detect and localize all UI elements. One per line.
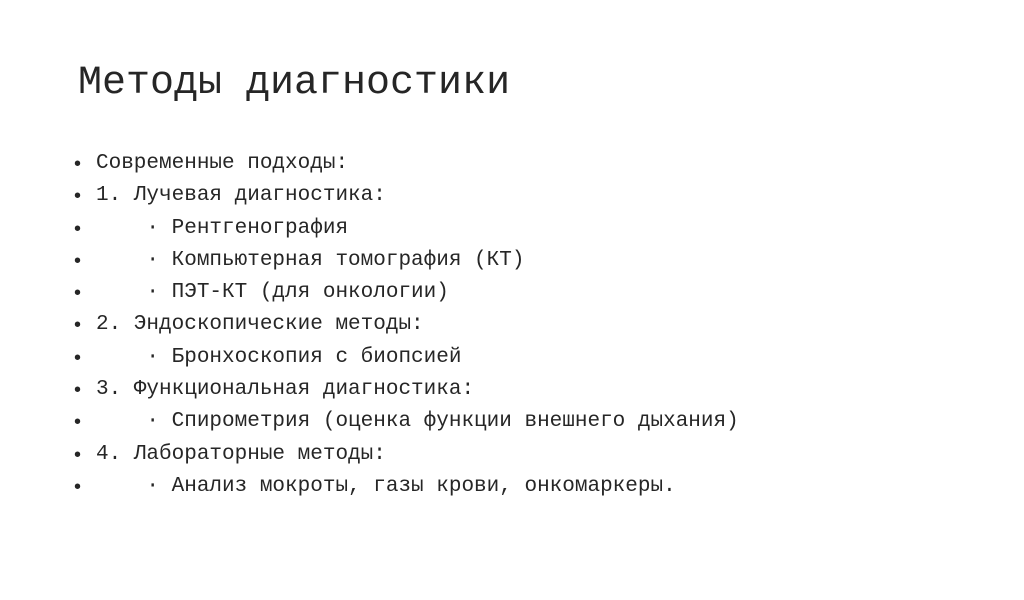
- bullet-dot-icon: •: [74, 249, 82, 272]
- list-item-text: 1. Лучевая диагностика:: [96, 184, 386, 208]
- bullet-dot-icon: •: [74, 282, 82, 305]
- list-item-text: · Бронхоскопия с биопсией: [96, 345, 462, 369]
- bullet-dot-icon: •: [74, 475, 82, 498]
- list-item: [74, 439, 386, 471]
- list-item: [74, 406, 739, 438]
- list-item: [74, 277, 449, 309]
- list-item-text: 3. Функциональная диагностика:: [96, 378, 475, 402]
- list-item: [74, 213, 349, 245]
- slide-title: Методы диагностики: [78, 61, 511, 106]
- list-item-text: 2. Эндоскопические методы:: [96, 313, 424, 337]
- bullet-dot-icon: •: [74, 443, 82, 466]
- bullet-dot-icon: •: [74, 153, 82, 175]
- list-item-text: · ПЭТ-КТ (для онкологии): [96, 281, 449, 305]
- list-item-text: · Анализ мокроты, газы крови, онкомаркеры.: [96, 474, 676, 498]
- bullet-dot-icon: •: [74, 314, 82, 337]
- list-item-text: Современные подходы:: [96, 152, 349, 175]
- list-item: [74, 471, 676, 503]
- list-item-text: · Компьютерная томография (КТ): [96, 248, 525, 272]
- bullet-list: [74, 148, 739, 503]
- list-item: [74, 245, 525, 277]
- bullet-dot-icon: •: [74, 217, 82, 240]
- list-item-text: 4. Лабораторные методы:: [96, 442, 386, 466]
- list-item: [74, 180, 386, 212]
- bullet-dot-icon: •: [74, 346, 82, 369]
- bullet-dot-icon: •: [74, 411, 82, 434]
- bullet-dot-icon: •: [74, 185, 82, 208]
- list-item: [74, 342, 462, 374]
- list-item-text: · Рентгенография: [96, 216, 349, 240]
- list-item-text: · Спирометрия (оценка функции внешнего дыхания): [96, 410, 739, 434]
- list-item: [74, 309, 424, 341]
- bullet-dot-icon: •: [74, 379, 82, 402]
- list-item: [74, 374, 475, 406]
- list-item: [74, 148, 349, 180]
